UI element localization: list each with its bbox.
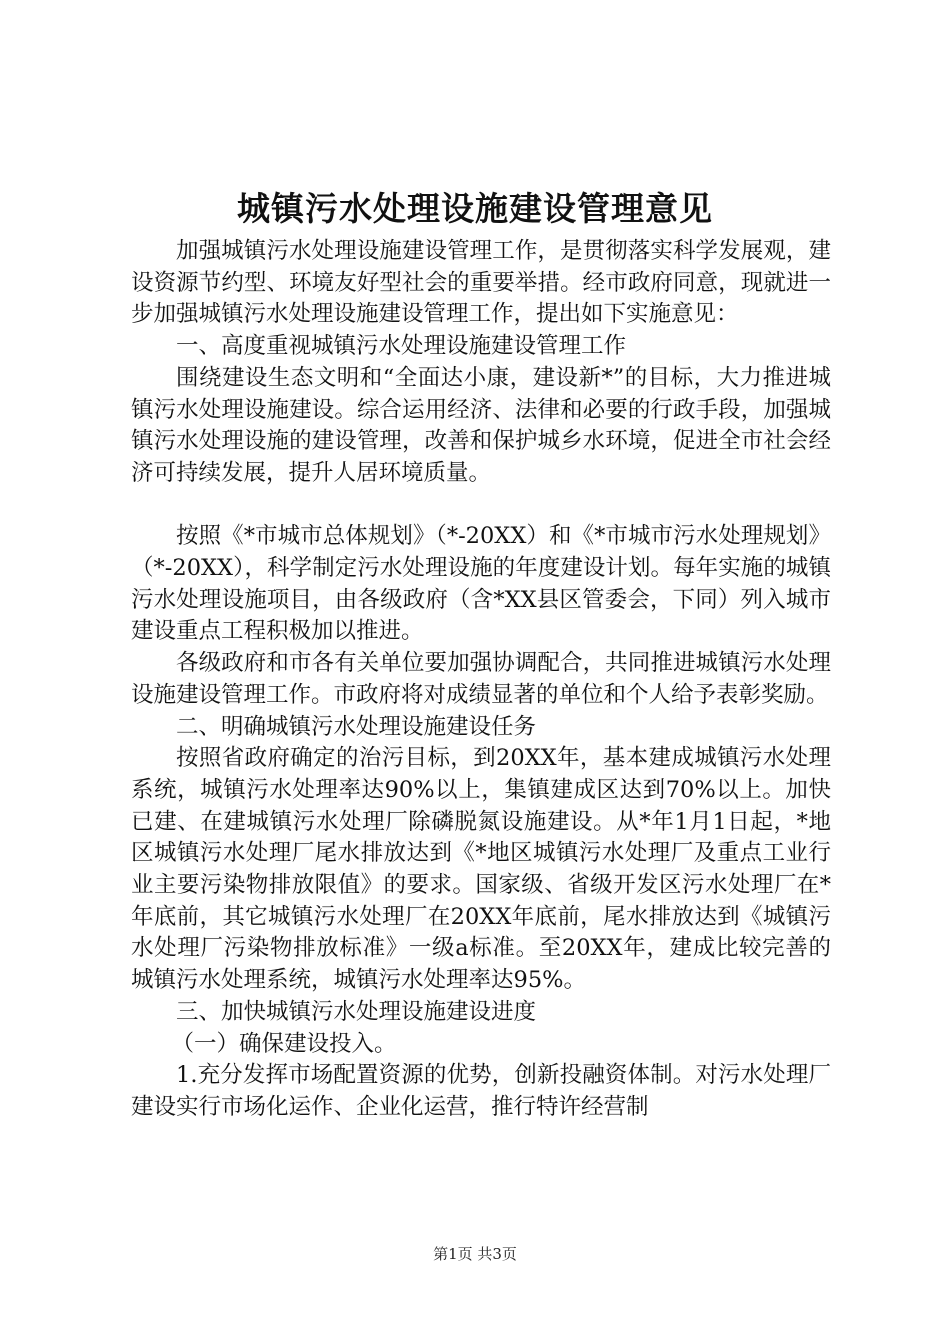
section-1-paragraph-3: 各级政府和市各有关单位要加强协调配合，共同推进城镇污水处理设施建设管理工作。市政府将对成绩显著的单位和个人给予表彰奖励。 [131,650,831,708]
blank-line [131,490,831,522]
section-3-paragraph-1: 1.充分发挥市场配置资源的优势，创新投融资体制。对污水处理厂建设实行市场化运作、企业化运营，推行特许经营制 [131,1062,831,1120]
section-2-paragraph-1: 按照省政府确定的治污目标，到20XX年，基本建成城镇污水处理系统，城镇污水处理率达90%以上，集镇建成区达到70%以上。加快已建、在建城镇污水处理厂除磷脱氮设施建设。从*年1月1日起，*地区城镇污水处理厂尾水排放达到《*地区城镇污水处理厂及重点工业行业主要污染物排放限值》的要求。国家级、省级开发区污水处理厂在*年底前，其它城镇污水处理厂在20XX年底前，尾水排放达到《城镇污水处理厂污染物排放标准》一级a标准。至20XX年，建成比较完善的城镇污水处理系统，城镇污水处理率达95%。 [131,745,831,994]
intro-paragraph: 加强城镇污水处理设施建设管理工作，是贯彻落实科学发展观，建设资源节约型、环境友好型社会的重要举措。经市政府同意，现就进一步加强城镇污水处理设施建设管理工作，提出如下实施意见： [131,238,831,328]
section-heading-3: 三、加快城镇污水处理设施建设进度 [176,998,537,1025]
document-title: 城镇污水处理设施建设管理意见 [237,189,713,228]
section-heading-1: 一、高度重视城镇污水处理设施建设管理工作 [176,333,627,360]
page-number-footer: 第1页 共3页 [433,1245,517,1263]
section-1-paragraph-1: 围绕建设生态文明和“全面达小康，建设新*”的目标，大力推进城镇污水处理设施建设。综合运用经济、法律和必要的行政手段，加强城镇污水处理设施的建设管理，改善和保护城乡水环境，促进全市社会经济可持续发展，提升人居环境质量。 [131,364,831,486]
section-heading-2: 二、明确城镇污水处理设施建设任务 [176,713,537,740]
section-1-paragraph-2: 按照《*市城市总体规划》（*-20XX）和《*市城市污水处理规划》（*-20XX），科学制定污水处理设施的年度建设计划。每年实施的城镇污水处理设施项目，由各级政府（含*XX县区管委会，下同）列入城市建设重点工程积极加以推进。 [131,523,831,645]
document-body [131,236,831,1124]
subsection-heading-1: （一）确保建设投入。 [171,1030,397,1057]
